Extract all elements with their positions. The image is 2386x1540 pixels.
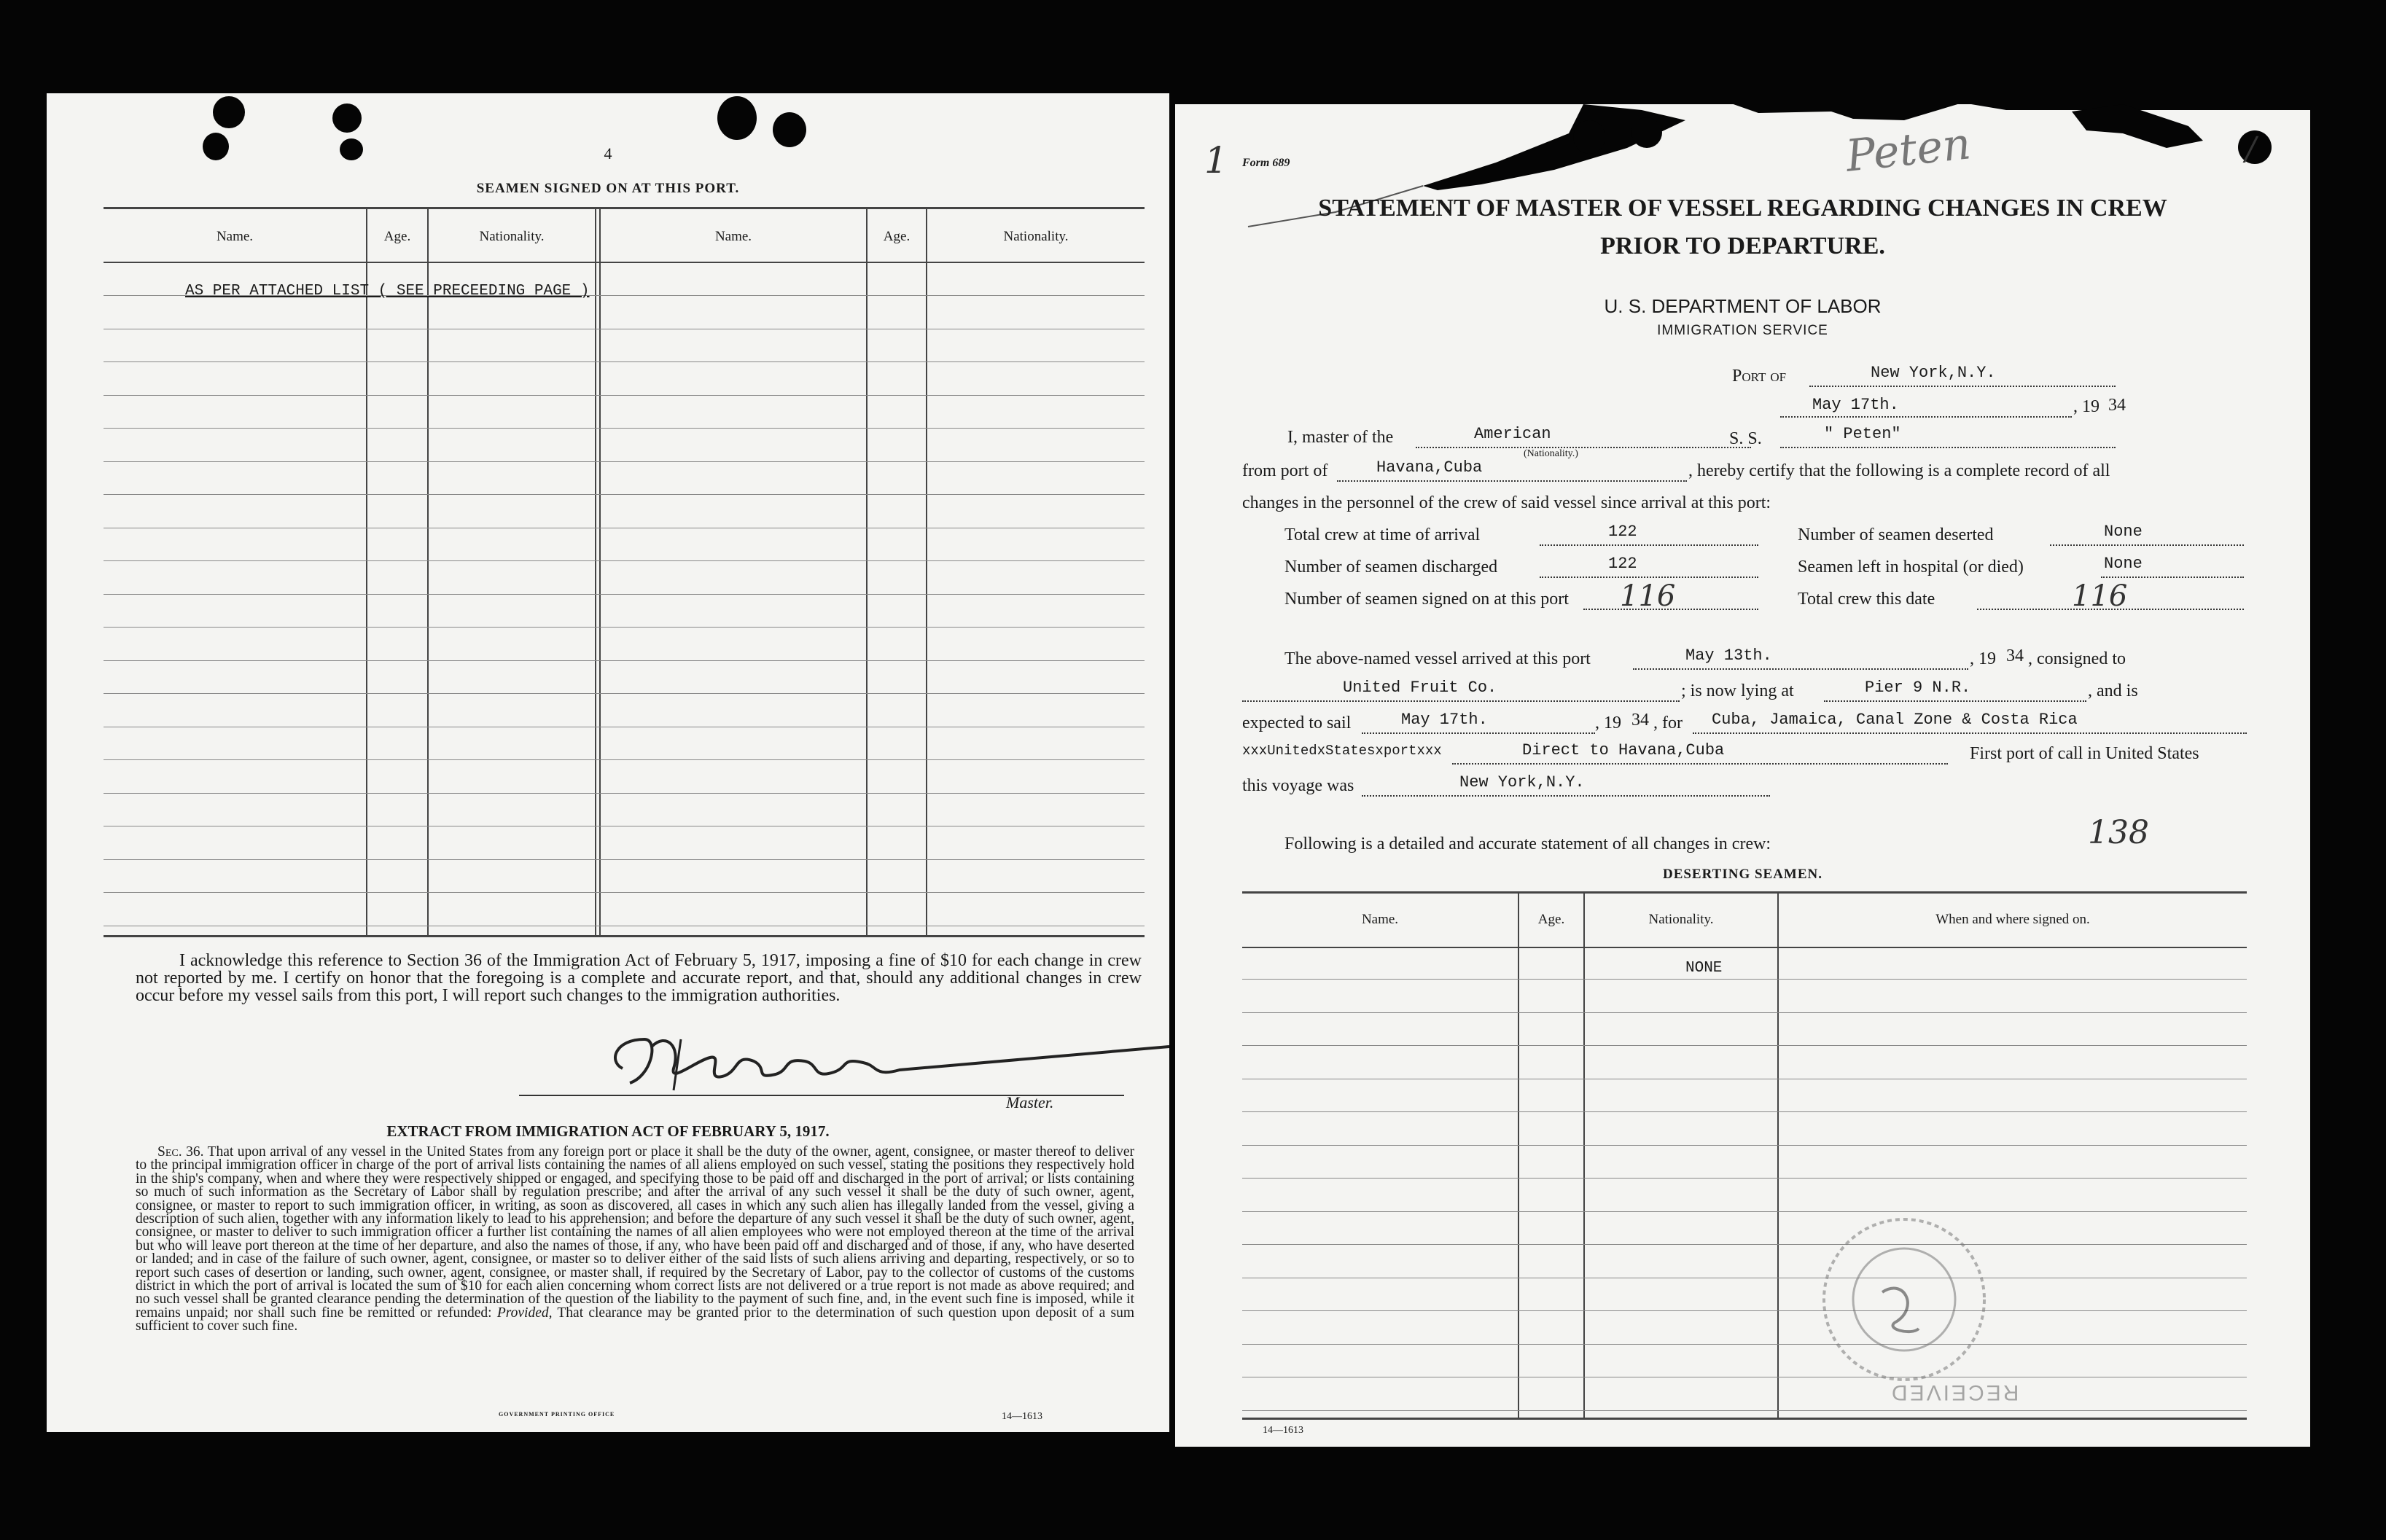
- port-value: New York,N.Y.: [1871, 364, 1996, 382]
- deserting-title: DESERTING SEAMEN.: [1662, 867, 1823, 882]
- punch-hole: [213, 96, 245, 128]
- table-rule: [1242, 1145, 2247, 1146]
- extract-text: [136, 1146, 1134, 1334]
- first-port-label: First port of call in United States: [1970, 744, 2199, 763]
- voyage-value: New York,N.Y.: [1459, 773, 1585, 792]
- received-stamp: [1802, 1190, 2019, 1409]
- punch-hole: [1631, 117, 1662, 148]
- stat-value: 116: [1620, 579, 1676, 613]
- for-label: , for: [1653, 714, 1683, 732]
- master-signature: [601, 1017, 1169, 1098]
- table-rule: [1242, 979, 2247, 980]
- column-header-nationality: Nationality.: [1648, 912, 1714, 927]
- table-rule: [104, 759, 1145, 760]
- proviso-label: Provided,: [496, 1305, 553, 1321]
- proviso-body: That clearance may be granted prior to the determination of such question upon deposit of a sum sufficient to cover such fine.: [136, 1305, 1134, 1334]
- form-title-line2: PRIOR TO DEPARTURE.: [1600, 232, 1885, 259]
- margin-mark: /: [2245, 130, 2256, 168]
- column-header-nationality: Nationality.: [479, 229, 545, 244]
- column-header-age: Age.: [1537, 912, 1565, 927]
- stat-label: Total crew at time of arrival: [1284, 525, 1481, 544]
- table-rule: [104, 859, 1145, 860]
- page-number: 4: [604, 144, 612, 163]
- column-header-nationality: Nationality.: [1003, 229, 1069, 244]
- expected-label: expected to sail: [1242, 714, 1352, 732]
- handwritten-vessel: Peten: [1843, 118, 1973, 182]
- from-port-value: Havana,Cuba: [1376, 458, 1483, 477]
- certify-text-2: changes in the personnel of the crew of said vessel since arrival at this port:: [1242, 493, 1771, 512]
- service-name: IMMIGRATION SERVICE: [1657, 323, 1828, 338]
- table-rule: [104, 594, 1145, 595]
- stat-label: Number of seamen deserted: [1798, 525, 1994, 544]
- direct-value: Direct to Havana,Cuba: [1522, 741, 1725, 759]
- punch-hole: [717, 96, 757, 140]
- right-page: [1175, 104, 2310, 1447]
- table-entry: AS PER ATTACHED LIST ( SEE PRECEEDING PAGE ): [185, 283, 590, 300]
- arrived-label: The above-named vessel arrived at this port: [1284, 649, 1591, 668]
- left-page: [47, 93, 1169, 1432]
- table-rule: [1242, 1310, 2247, 1311]
- consignee-value: United Fruit Co.: [1343, 679, 1497, 697]
- form-title-line1: STATEMENT OF MASTER OF VESSEL REGARDING CHANGES IN CREW: [1318, 195, 2167, 222]
- printer-mark: GOVERNMENT PRINTING OFFICE: [499, 1411, 615, 1418]
- stamp-text: RECEIVED: [1890, 1380, 2019, 1404]
- handwritten-count: 138: [2088, 814, 2149, 851]
- date-value: May 17th.: [1812, 396, 1899, 414]
- punch-hole: [773, 112, 806, 147]
- lying-label: ; is now lying at: [1681, 681, 1794, 700]
- table-rule: [1242, 1410, 2247, 1411]
- table-rule: [1242, 1012, 2247, 1013]
- section-body: That upon arrival of any vessel in the United States from any foreign port or place it shall be the duty of the owner, agent, consignee, or master thereof to deliver to the principal immigration officer in charge of the port of arrival lists containing the names of all aliens employed on such vessel, stating the positions they respectively hold in the ship's company, when and where they were respectively shipped or engaged, and specifying those to be paid off and discharged in the port of arrival; or lists containing so much of such information as the Secretary of Labor shall by regulation prescribe; and after the arrival of any such vessel it shall be the duty of such owner, agent, consignee, or master to report to such immigration officer, in writing, as soon as discovered, all cases in which any such alien has illegally landed from the vessel, giving a description of such alien, together with any information likely to lead to his apprehension; and before the departure of any such vessel it shall be the duty of such owner, agent, consignee, or master to deliver to such immigration officer a further list containing the names of all alien employees who were not employed thereon at the time of the arrival but who will leave port thereon at the time of her departure, and also the names of those, if any, who have been paid off and discharged and of those, if any, who have deserted or landed; and in case of the failure of such owner, agent, consignee, or master so to deliver either of the said lists of such aliens arriving and departing, respectively, or so to report such cases of desertion or landing, such owner, agent, consignee, or master shall, if required by the Secretary of Labor, pay to the collector of customs of the customs district in which the port of arrival is located the sum of $10 for each alien concerning whom correct lists are not delivered or a true report is not made as above required; and no such vessel shall be granted clearance pending the determination of the question of the liability to the payment of such fine, and, in the event such fine is imposed, while it remains unpaid; nor shall such fine be remitted or refunded:: [136, 1144, 1134, 1321]
- stat-label: Seamen left in hospital (or died): [1798, 558, 2024, 576]
- table-rule: [104, 494, 1145, 495]
- table-rule: [1242, 1178, 2247, 1179]
- department-name: U. S. DEPARTMENT OF LABOR: [1604, 295, 1882, 317]
- column-header-name: Name.: [216, 229, 254, 244]
- following-text: Following is a detailed and accurate statement of all changes in crew:: [1284, 835, 1771, 853]
- table-rule: [104, 660, 1145, 661]
- table-rule: [104, 627, 1145, 628]
- table-rule: [104, 892, 1145, 893]
- table-rule: [104, 361, 1145, 362]
- consigned-label: , consigned to: [2028, 649, 2126, 668]
- ss-label: S. S.: [1729, 429, 1762, 448]
- table-rule: [104, 461, 1145, 462]
- table-entry: NONE: [1685, 960, 1723, 977]
- sail-year: 34: [1631, 711, 1649, 730]
- ship-name: " Peten": [1824, 425, 1901, 443]
- struck-text: xxxUnitedxStatesxportxxx: [1242, 743, 1442, 759]
- master-of-label: I, master of the: [1287, 428, 1394, 447]
- stat-value: 122: [1608, 555, 1637, 573]
- column-header-name: Name.: [714, 229, 752, 244]
- stat-label: Number of seamen discharged: [1284, 558, 1498, 576]
- form-code: 14—1613: [1263, 1425, 1303, 1436]
- and-is-label: , and is: [2088, 681, 2138, 700]
- column-header-age: Age.: [883, 229, 911, 244]
- column-header-age: Age.: [383, 229, 411, 244]
- sail-year-prefix: , 19: [1595, 714, 1621, 732]
- punch-hole: [332, 103, 362, 133]
- nationality-value: American: [1474, 425, 1551, 443]
- stat-value: 116: [2072, 579, 2128, 613]
- stat-label: Number of seamen signed on at this port: [1284, 590, 1569, 609]
- stat-label: Total crew this date: [1798, 590, 1935, 609]
- extract-title: EXTRACT FROM IMMIGRATION ACT OF FEBRUARY 5, 1917.: [386, 1122, 830, 1140]
- signature-label: Master.: [1006, 1093, 1054, 1111]
- column-header-name: Name.: [1361, 912, 1399, 927]
- table-rule: [104, 793, 1145, 794]
- table-rule: [1242, 1111, 2247, 1112]
- arrived-year: 34: [2006, 646, 2024, 665]
- stat-value: None: [2104, 555, 2143, 573]
- sail-date: May 17th.: [1401, 711, 1488, 729]
- year-prefix: , 19: [2073, 397, 2100, 416]
- port-label: Port of: [1732, 367, 1787, 386]
- form-code: 14—1613: [1002, 1411, 1042, 1422]
- table-rule: [1242, 1211, 2247, 1212]
- acknowledgment-text: I acknowledge this reference to Section 36 of the Immigration Act of February 5, 1917, imposing a fine of $10 for each change in crew not reported by me. I certify on honor that the foregoing is a complete and accurate report, and that, should any additional changes in crew occur before my vessel sails from this port, I will report such changes to the immigration authorities.: [136, 951, 1142, 1005]
- table-rule: [104, 560, 1145, 561]
- table-rule: [104, 693, 1145, 694]
- margin-number: 1: [1204, 139, 1228, 181]
- destinations-value: Cuba, Jamaica, Canal Zone & Costa Rica: [1712, 711, 2078, 729]
- arrived-year-prefix: , 19: [1970, 649, 1996, 668]
- pier-value: Pier 9 N.R.: [1865, 679, 1971, 697]
- year-value: 34: [2108, 396, 2126, 415]
- form-label: Form 689: [1242, 157, 1290, 169]
- stat-value: 122: [1608, 523, 1637, 541]
- section-title: SEAMEN SIGNED ON AT THIS PORT.: [476, 181, 740, 196]
- nationality-caption: (Nationality.): [1524, 448, 1578, 459]
- arrived-date: May 13th.: [1685, 646, 1772, 665]
- table-rule: [1242, 1045, 2247, 1046]
- section-number: Sec. 36.: [157, 1144, 204, 1160]
- table-rule: [1242, 1244, 2247, 1245]
- certify-text: , hereby certify that the following is a complete record of all: [1688, 461, 2110, 480]
- table-rule: [104, 428, 1145, 429]
- punch-hole: [1573, 120, 1605, 154]
- voyage-label: this voyage was: [1242, 776, 1354, 795]
- table-rule: [104, 395, 1145, 396]
- from-port-label: from port of: [1242, 461, 1328, 480]
- column-header-signed-on: When and where signed on.: [1935, 912, 2090, 927]
- table-rule: [1242, 1344, 2247, 1345]
- stat-value: None: [2104, 523, 2143, 541]
